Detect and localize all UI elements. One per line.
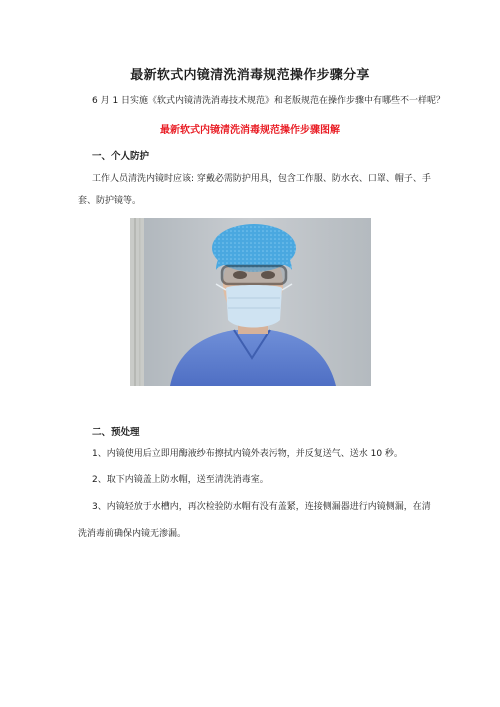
section2-step3-line1: 3、内镜轻放于水槽内，再次检验防水帽有没有盖紧，连接侧漏器进行内镜侧漏，在清 <box>92 502 431 512</box>
doc-title: 最新软式内镜清洗消毒规范操作步骤分享 <box>130 68 370 83</box>
section1-line2: 套、防护镜等。 <box>78 196 142 206</box>
ppe-worker-illustration <box>130 218 371 386</box>
section2-heading: 二、预处理 <box>92 427 140 438</box>
section2-step2: 2、取下内镜盖上防水帽，送至清洗消毒室。 <box>92 475 269 485</box>
ppe-photo <box>130 218 371 386</box>
red-subheading: 最新软式内镜清洗消毒规范操作步骤图解 <box>160 125 340 136</box>
section1-heading: 一、个人防护 <box>92 151 150 162</box>
section2-step1: 1、内镜使用后立即用酶液纱布擦拭内镜外表污物，并反复送气、送水 10 秒。 <box>92 449 403 459</box>
section1-line1: 工作人员清洗内镜时应该: 穿戴必需防护用具，包含工作服、防水衣、口罩、帽子、手 <box>92 174 431 184</box>
section2-step3-line2: 洗消毒前确保内镜无渗漏。 <box>78 529 187 539</box>
intro-paragraph: 6 月 1 日实施《软式内镜清洗消毒技术规范》和老版规范在操作步骤中有哪些不一样呢？ <box>92 96 446 106</box>
